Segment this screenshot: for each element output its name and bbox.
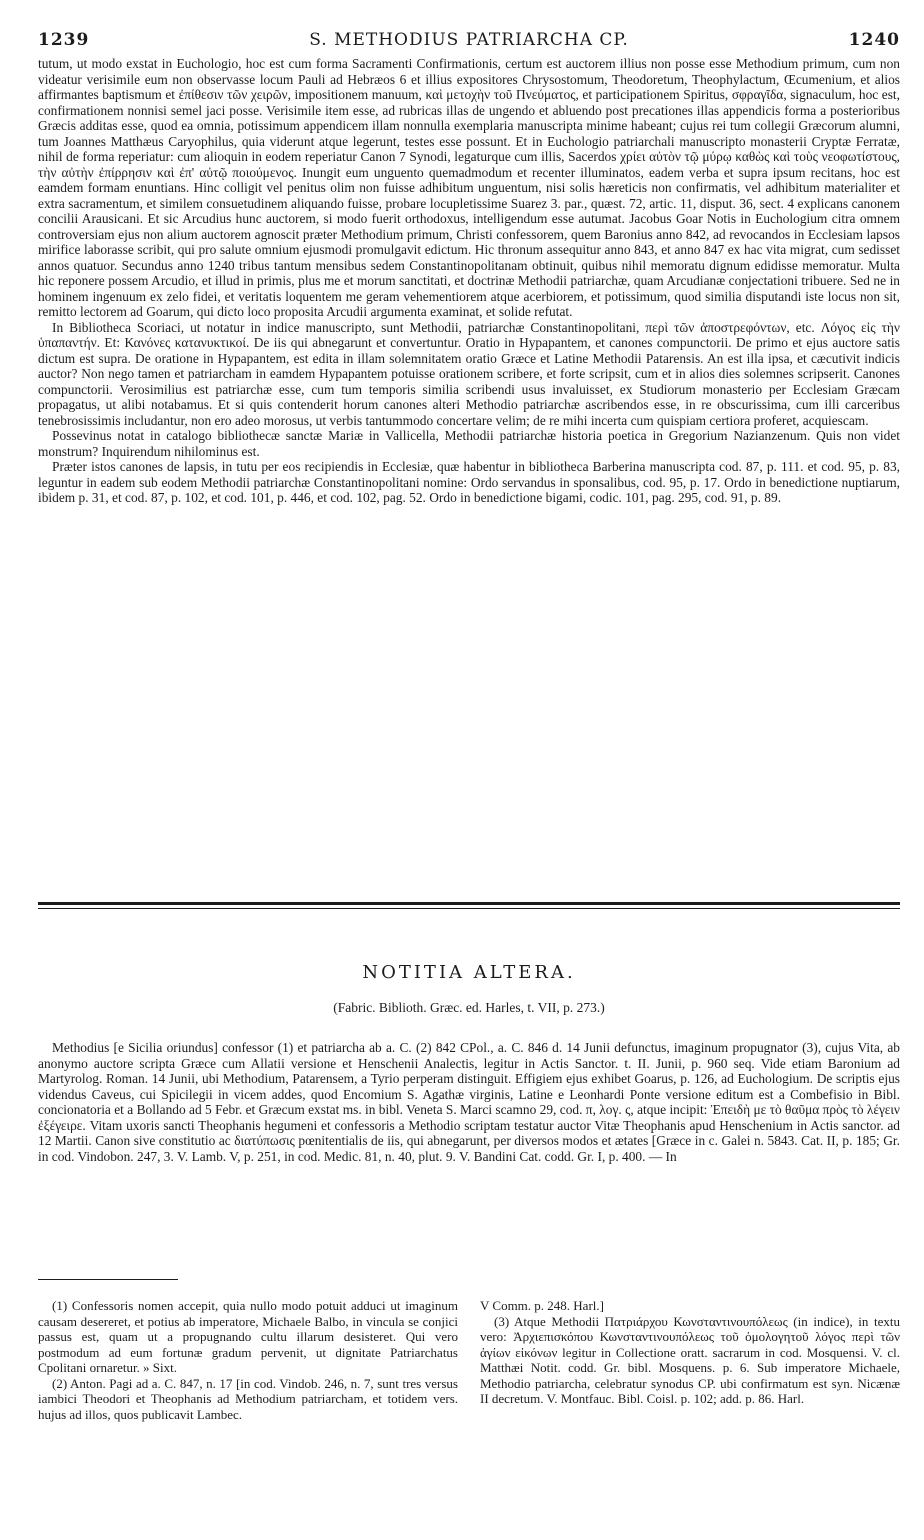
main-paragraph-3: Possevinus notat in catalogo bibliothecæ sanctæ Mariæ in Vallicella, Methodii patriarchæ historia poetica in Gregorium Nazianzenum. Quis non videt monstrum? Inquirendum nihilominus est. (38, 428, 900, 459)
section-source: (Fabric. Biblioth. Græc. ed. Harles, t. VII, p. 273.) (333, 1000, 605, 1015)
divider-thin (38, 908, 900, 909)
section-divider (38, 902, 900, 909)
divider-thick (38, 902, 900, 905)
footnotes-right-column (480, 1298, 900, 1422)
document-page (38, 30, 900, 506)
page-number-right: 1240 (848, 30, 900, 50)
footnote-3: (3) Atque Methodii Πατριάρχου Κωνσταντινουπόλεως (in indice), in textu vero: Ἀρχιεπισκόπου Κωνσταντινουπόλεως τοῦ ὁμολογητοῦ λόγος περὶ τῶν ἁγίων εἰκόνων legitur in Collectione oratt. sacrarum in cod. Mosquensi. V. cl. Matthæi Notit. codd. Gr. bibl. Mosquens. p. 6. Sub imperatore Michaele, Methodio patriarcha, celebratur synodus CP. ubi confirmatum est syn. Nicænæ II decretum. V. Montfauc. Bibl. Coisl. p. 102; add. p. 86. Harl. (480, 1313, 900, 1406)
main-paragraph-2: In Bibliotheca Scoriaci, ut notatur in indice manuscripto, sunt Methodii, patriarchæ Constantinopolitani, περὶ τῶν ἀποστρεφόντων, etc. Λόγος εἰς τὴν ὑπαπαντήν. Et: Κανόνες κατανυκτικοί. De iis qui abnegarunt et convertuntur. Oratio in Hypapantem, et canones compunctorii. De primo et ejus auctore satis dictum est supra. De oratione in Hypapantem, est edita in illam solemnitatem oratio Græce et Latine Methodii Patarensis. An est illa ipsa, et cæcutivit indicis auctor? Non nego tamen et patriarcham in eamdem Hypapantem potuisse orationem scribere, et forte scripsit, cum et in alios dies solemnes scripserit. Canones compunctorii. Verosimilius est patriarchæ esse, cum tum temporis similia scribendi usus invaluisset, ex Studiorum monasterio per Ecclesiam Græcam propagatus, ut alibi notabamus. Et si quis contenderit horum canones alteri Methodio patriarchæ ascribendos esse, in re obscurissima, cum illi carceribus tenebrosissimis includantur, non ero adeo morosus, ut verbis tantummodo concertare velim; de re mihi incerta cum quispiam certiora proferet, acquiescam. (38, 319, 900, 428)
footnotes-left-column (38, 1298, 458, 1422)
footnotes (38, 1298, 900, 1422)
running-title: S. METHODIUS PATRIARCHA CP. (309, 30, 629, 50)
footnote-2: (2) Anton. Pagi ad a. C. 847, n. 17 [in cod. Vindob. 246, n. 7, sunt tres versus iambici Theodori et Theophanis ad Methodium patriarcham, et totidem vers. hujus ad illos, quos publicavit Lambec. (38, 1375, 458, 1422)
notitia-text (38, 1040, 900, 1164)
main-paragraph-1: tutum, ut modo exstat in Euchologio, hoc est cum forma Sacramenti Confirmationis, certum est auctorem illius non posse esse Methodium primum, cum non videatur verisimile eum non observasse locum Pauli ad Hebræos 6 et illius expositores Chrysostomum, Theodoretum, Theophylactum, Œcumenium, et alios affirmantes baptismum et ἐπίθεσιν τῶν χειρῶν, impositionem manuum, καὶ μετοχὴν τοῦ Πνεύματος, et participationem Spiritus, σφραγῖδα, signaculum, hoc est, confirmationem nonnisi semel jaci posse. Verisimile item esse, ad rubricas illas de ungendo et abluendo post precationes illas appendicis forma a posterioribus Græcis additas esse, quod ea omnia, potissimum appendicem illam nonnulla exemplaria manuscripta minime habeant; cujus rei tum collegii Græcorum alumni, tum Joannes Matthæus Caryophilus, quia viderunt atque legerunt, testes esse possunt. Et in Euchologio patriarchali manuscripto monasterii Cryptæ Ferratæ, nihil de forma reperiatur: cum alioquin in eodem reperiatur Canon 7 Synodi, legaturque cum illis, Sacerdos χρίει αὐτὸν τῷ μύρῳ καθὼς καὶ τοὺς νεοφωτίστους, τὴν αὐτὴν ἐπίρρησιν καὶ ἐπ' αὐτῷ ποιούμενος. Inungit eum unguento quemadmodum et recenter illuminatos, eadem verba et supra ipsum recitans, hoc est eamdem formam enuntians. Hinc colligit vel penitus olim non fuisse adhibitum unguentum, nisi solis hæreticis non confirmatis, vel adhibitum materialiter et extra sacramentum, et similem consuetudinem aliquando fuisse, probare locupletissime Suarez 3. par., quæst. 72, artic. 11, disput. 36, sect. 4 explicans canonem concilii Arausicani. Et sic Arcudius hunc auctorem, si modo fuerit orthodoxus, intelligendum esse autumat. Jacobus Goar Notis in Euchologium citra omnem controversiam ejus non alium auctorem agnoscit præter Methodium primum, Christi confessorem, quem Baronius anno 842, ad revocandos in Ecclesiam lapsos mirifice laborasse scribit, qui pro salute omnium ejusmodi promulgavit edictum. Hic thronum assequitur anno 843, et anno 847 ex hac vita migrat, cum sedisset annos quatuor. Secundus anno 1240 tribus tantum mensibus sedem Constantinopolitanam obtinuit, quibus nihil memoratu dignum edidisse memoratur. Multa hic reponere possem Arcudio, et illud in primis, plus me et morum sanctitati, et doctrinæ Methodii patriarchæ, quam Arcudianæ conjectationi tribuere. Sed ne in hominem ingenuum ex zelo fidei, et veritatis loquentem me geram vehementiorem atque acerbiorem, et potissimum, quod similia disputandi iste locus non sit, remitto lectorem ad Goarum, qui dicto loco proposita Arcudii argumenta examinat, et solide refutat. (38, 56, 900, 319)
notitia-paragraph-1: Methodius [e Sicilia oriundus] confessor (1) et patriarcha ab a. C. (2) 842 CPol., a. C. 846 d. 14 Junii defunctus, imaginum propugnator (3), cujus Vita, ab anonymo auctore scripta Græce cum Allatii versione et Henschenii Analectis, legitur in Actis Sanctor. t. II. Junii, p. 960 seq. Vide etiam Baronium ad Martyrolog. Roman. 14 Junii, ubi Methodium, Patarensem, a Tyrio perperam distinguit. Effigiem ejus exhibet Goarus, p. 126, ad Euchologium. De scriptis ejus videndus Caveus, cui Spicilegii in vicem addes, quod Encomium S. Agathæ virginis, Latine e Leonhardi Ponte versione editum est a Combefisio in Bibl. concionatoria et a Bollando ad 5 Febr. et Græcum exstat ms. in bibl. Veneta S. Marci scamno 29, cod. π, λογ. ς, atque incipit: Ἐπειδὴ με τὸ θαῦμα πρὸς τὸ λέγειν ἐξέγειρε. Vitam uxoris sancti Theophanis hegumeni et confessoris a Methodio scriptam testatur auctor Vitæ Theophanis apud Henschenium in Actis sanctor. ad 12 Martii. Canon sive constitutio ac διατύπωσις pœnitentialis de iis, qui abnegarunt, per diversos modos et ætates [Græce in c. Galei n. 5843. Cat. II, p. 185; Gr. in cod. Vindobon. 247, 3. V. Lamb. V, p. 251, in cod. Medic. 81, n. 40, plut. 9. V. Bandini Cat. codd. Gr. I, p. 400. — In (38, 1040, 900, 1164)
page-header (38, 30, 900, 56)
footnote-2-continued: V Comm. p. 248. Harl.] (480, 1298, 604, 1313)
main-paragraph-4: Præter istos canones de lapsis, in tutu per eos recipiendis in Ecclesiæ, quæ habentur in bibliotheca Barberina manuscripta cod. 87, p. 111. et cod. 95, p. 83, leguntur in eadem sub eodem Methodii patriarchæ Constantinopolitani nomine: Ordo servandus in sponsalibus, cod. 95, p. 17. Ordo in benedictione nuptiarum, ibidem p. 31, et cod. 87, p. 102, et cod. 101, p. 446, et cod. 102, pag. 52. Ordo in benedictione bigami, codic. 101, pag. 295, cod. 91, p. 89. (38, 459, 900, 505)
page-number-left: 1239 (38, 30, 90, 50)
footnote-1: (1) Confessoris nomen accepit, quia nullo modo potuit adduci ut imaginum causam desereret, et potius ab imperatore, Michaele Balbo, in vincula se conjici passus est, quam ut a propugnando cultu illarum desisteret. Qui vero postmodum ad eum fortunæ gradum pervenit, ut dignitate Patriarchatus Cpolitani ornaretur. » Sixt. (38, 1298, 458, 1375)
main-text (38, 56, 900, 506)
footnote-rule (38, 1279, 178, 1280)
section-title: NOTITIA ALTERA. (362, 962, 576, 983)
